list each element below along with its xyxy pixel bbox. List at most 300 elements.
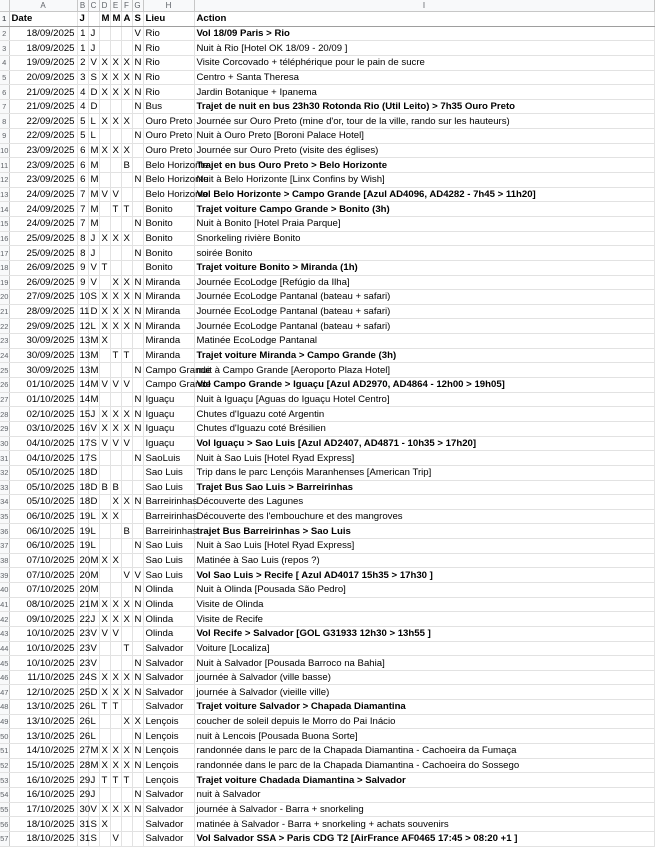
cell-place[interactable]: Salvador — [143, 700, 194, 715]
cell-date[interactable]: 13/10/2025 — [9, 714, 77, 729]
row-number[interactable]: 17 — [0, 246, 9, 261]
cell-evening[interactable] — [132, 348, 143, 363]
cell-day-number[interactable]: 20 — [77, 568, 88, 583]
row-number[interactable]: 32 — [0, 465, 9, 480]
cell-morning[interactable]: X — [99, 670, 110, 685]
cell-place[interactable]: Sao Luis — [143, 480, 194, 495]
cell-date[interactable]: 27/09/2025 — [9, 290, 77, 305]
cell-action[interactable]: Journée EcoLodge Pantanal (bateau + safari) — [194, 319, 654, 334]
row-number[interactable]: 48 — [0, 700, 9, 715]
cell-date[interactable]: 02/10/2025 — [9, 407, 77, 422]
cell-evening[interactable]: N — [132, 173, 143, 188]
cell-afternoon[interactable]: V — [121, 436, 132, 451]
cell-evening[interactable]: N — [132, 290, 143, 305]
row-number[interactable]: 33 — [0, 480, 9, 495]
cell-morning[interactable] — [99, 451, 110, 466]
cell-day-number[interactable]: 19 — [77, 539, 88, 554]
cell-place[interactable]: Barreirinhas — [143, 495, 194, 510]
cell-morning[interactable] — [99, 246, 110, 261]
cell-date[interactable]: 05/10/2025 — [9, 495, 77, 510]
cell-date[interactable]: 25/09/2025 — [9, 246, 77, 261]
column-header[interactable]: E — [110, 0, 121, 12]
cell-weekday[interactable]: V — [88, 275, 99, 290]
cell-day-number[interactable]: 8 — [77, 231, 88, 246]
cell-afternoon[interactable] — [121, 129, 132, 144]
cell-midday[interactable]: V — [110, 831, 121, 846]
cell-place[interactable]: Iguaçu — [143, 392, 194, 407]
cell-weekday[interactable]: J — [88, 407, 99, 422]
row-number[interactable]: 53 — [0, 773, 9, 788]
cell-weekday[interactable]: M — [88, 202, 99, 217]
cell-evening[interactable]: N — [132, 421, 143, 436]
cell-afternoon[interactable]: X — [121, 114, 132, 129]
cell-morning[interactable] — [99, 831, 110, 846]
cell-midday[interactable] — [110, 246, 121, 261]
cell-evening[interactable] — [132, 465, 143, 480]
cell-afternoon[interactable] — [121, 173, 132, 188]
cell-evening[interactable] — [132, 143, 143, 158]
cell-evening[interactable] — [132, 436, 143, 451]
cell-date[interactable]: 23/09/2025 — [9, 158, 77, 173]
cell-place[interactable]: Rio — [143, 85, 194, 100]
row-number[interactable]: 49 — [0, 714, 9, 729]
cell-action[interactable]: Nuit à Rio [Hotel OK 18/09 - 20/09 ] — [194, 41, 654, 56]
cell-evening[interactable] — [132, 641, 143, 656]
cell-action[interactable]: Jardin Botanique + Ipanema — [194, 85, 654, 100]
cell-action[interactable]: Matinée à Sao Luis (repos ?) — [194, 553, 654, 568]
cell-weekday[interactable]: D — [88, 465, 99, 480]
cell-day-number[interactable]: 16 — [77, 421, 88, 436]
cell-afternoon[interactable] — [121, 480, 132, 495]
cell-afternoon[interactable] — [121, 451, 132, 466]
cell-place[interactable]: Olinda — [143, 612, 194, 627]
header-cell-morning[interactable]: M — [99, 12, 110, 27]
cell-date[interactable]: 11/10/2025 — [9, 670, 77, 685]
cell-midday[interactable]: X — [110, 70, 121, 85]
cell-day-number[interactable]: 6 — [77, 143, 88, 158]
cell-morning[interactable]: X — [99, 802, 110, 817]
cell-day-number[interactable]: 11 — [77, 304, 88, 319]
cell-action[interactable]: Nuit à Salvador [Pousada Barroco na Bahia] — [194, 656, 654, 671]
cell-morning[interactable] — [99, 787, 110, 802]
cell-weekday[interactable]: L — [88, 319, 99, 334]
cell-weekday[interactable]: S — [88, 436, 99, 451]
cell-action[interactable]: randonnée dans le parc de la Chapada Diamantina - Cachoeira da Fumaça — [194, 744, 654, 759]
column-header[interactable]: C — [88, 0, 99, 12]
cell-midday[interactable]: X — [110, 304, 121, 319]
cell-action[interactable]: Journée EcoLodge [Refúgio da Ilha] — [194, 275, 654, 290]
cell-morning[interactable]: X — [99, 612, 110, 627]
cell-weekday[interactable]: V — [88, 802, 99, 817]
cell-action[interactable]: Trajet voiture Salvador > Chapada Diamantina — [194, 700, 654, 715]
cell-weekday[interactable]: D — [88, 99, 99, 114]
cell-place[interactable]: Lençois — [143, 758, 194, 773]
cell-place[interactable]: Miranda — [143, 334, 194, 349]
cell-evening[interactable]: N — [132, 787, 143, 802]
row-number[interactable]: 20 — [0, 290, 9, 305]
row-number[interactable]: 36 — [0, 524, 9, 539]
cell-midday[interactable] — [110, 451, 121, 466]
cell-place[interactable]: Rio — [143, 41, 194, 56]
cell-date[interactable]: 04/10/2025 — [9, 436, 77, 451]
cell-midday[interactable]: X — [110, 597, 121, 612]
cell-weekday[interactable]: S — [88, 817, 99, 832]
cell-afternoon[interactable] — [121, 831, 132, 846]
cell-weekday[interactable]: D — [88, 495, 99, 510]
cell-evening[interactable]: N — [132, 597, 143, 612]
cell-afternoon[interactable] — [121, 700, 132, 715]
row-number[interactable]: 34 — [0, 495, 9, 510]
cell-weekday[interactable]: J — [88, 773, 99, 788]
row-number[interactable]: 14 — [0, 202, 9, 217]
cell-midday[interactable] — [110, 729, 121, 744]
row-number[interactable]: 45 — [0, 656, 9, 671]
header-cell-day-number[interactable]: J — [77, 12, 88, 27]
cell-weekday[interactable]: V — [88, 656, 99, 671]
cell-afternoon[interactable]: X — [121, 758, 132, 773]
cell-day-number[interactable]: 25 — [77, 685, 88, 700]
cell-action[interactable]: Trajet Bus Sao Luis > Barreirinhas — [194, 480, 654, 495]
row-number[interactable]: 40 — [0, 582, 9, 597]
cell-midday[interactable]: X — [110, 290, 121, 305]
cell-place[interactable]: Campo Grande — [143, 378, 194, 393]
cell-afternoon[interactable]: X — [121, 319, 132, 334]
cell-action[interactable]: journée à Salvador (ville basse) — [194, 670, 654, 685]
cell-morning[interactable] — [99, 465, 110, 480]
cell-action[interactable]: Découverte des l'embouchure et des mangroves — [194, 509, 654, 524]
cell-date[interactable]: 12/10/2025 — [9, 685, 77, 700]
cell-evening[interactable]: X — [132, 714, 143, 729]
header-cell-afternoon[interactable]: A — [121, 12, 132, 27]
cell-afternoon[interactable] — [121, 465, 132, 480]
cell-morning[interactable]: X — [99, 55, 110, 70]
cell-evening[interactable] — [132, 509, 143, 524]
cell-day-number[interactable]: 14 — [77, 378, 88, 393]
cell-afternoon[interactable]: B — [121, 524, 132, 539]
cell-midday[interactable] — [110, 334, 121, 349]
row-number[interactable]: 50 — [0, 729, 9, 744]
cell-action[interactable]: coucher de soleil depuis le Morro do Pai Inácio — [194, 714, 654, 729]
cell-date[interactable]: 26/09/2025 — [9, 260, 77, 275]
cell-midday[interactable] — [110, 714, 121, 729]
cell-day-number[interactable]: 7 — [77, 187, 88, 202]
cell-midday[interactable] — [110, 539, 121, 554]
cell-afternoon[interactable] — [121, 187, 132, 202]
cell-date[interactable]: 16/10/2025 — [9, 773, 77, 788]
row-number[interactable]: 56 — [0, 817, 9, 832]
row-number[interactable]: 1 — [0, 12, 9, 27]
cell-morning[interactable] — [99, 275, 110, 290]
cell-afternoon[interactable]: X — [121, 55, 132, 70]
header-cell-weekday[interactable] — [88, 12, 99, 27]
cell-afternoon[interactable] — [121, 509, 132, 524]
cell-afternoon[interactable] — [121, 246, 132, 261]
cell-day-number[interactable]: 21 — [77, 597, 88, 612]
cell-evening[interactable] — [132, 626, 143, 641]
row-number[interactable]: 43 — [0, 626, 9, 641]
cell-action[interactable]: Trip dans le parc Lençóis Maranhenses [American Trip] — [194, 465, 654, 480]
cell-morning[interactable]: X — [99, 509, 110, 524]
cell-place[interactable]: Salvador — [143, 685, 194, 700]
cell-afternoon[interactable]: X — [121, 597, 132, 612]
cell-weekday[interactable]: M — [88, 553, 99, 568]
cell-morning[interactable] — [99, 495, 110, 510]
cell-morning[interactable] — [99, 129, 110, 144]
cell-midday[interactable]: X — [110, 758, 121, 773]
cell-day-number[interactable]: 19 — [77, 509, 88, 524]
cell-morning[interactable] — [99, 714, 110, 729]
cell-weekday[interactable]: M — [88, 392, 99, 407]
cell-place[interactable]: Barreirinhas — [143, 509, 194, 524]
cell-afternoon[interactable] — [121, 787, 132, 802]
cell-morning[interactable]: T — [99, 700, 110, 715]
cell-date[interactable]: 22/09/2025 — [9, 129, 77, 144]
cell-evening[interactable]: N — [132, 275, 143, 290]
cell-evening[interactable]: N — [132, 99, 143, 114]
row-number[interactable]: 35 — [0, 509, 9, 524]
cell-day-number[interactable]: 4 — [77, 85, 88, 100]
cell-date[interactable]: 28/09/2025 — [9, 304, 77, 319]
cell-midday[interactable]: X — [110, 114, 121, 129]
cell-date[interactable]: 24/09/2025 — [9, 202, 77, 217]
cell-morning[interactable]: X — [99, 304, 110, 319]
cell-weekday[interactable]: J — [88, 26, 99, 41]
cell-place[interactable]: Belo Horizonte — [143, 158, 194, 173]
cell-place[interactable]: Ouro Preto — [143, 129, 194, 144]
row-number[interactable]: 30 — [0, 436, 9, 451]
cell-evening[interactable]: N — [132, 246, 143, 261]
cell-morning[interactable] — [99, 26, 110, 41]
cell-evening[interactable]: V — [132, 568, 143, 583]
cell-afternoon[interactable] — [121, 26, 132, 41]
cell-midday[interactable] — [110, 392, 121, 407]
cell-weekday[interactable]: M — [88, 363, 99, 378]
row-number[interactable]: 23 — [0, 334, 9, 349]
cell-midday[interactable]: T — [110, 773, 121, 788]
cell-weekday[interactable]: S — [88, 831, 99, 846]
cell-morning[interactable]: V — [99, 626, 110, 641]
cell-morning[interactable]: T — [99, 260, 110, 275]
cell-midday[interactable]: X — [110, 744, 121, 759]
cell-morning[interactable] — [99, 173, 110, 188]
cell-place[interactable]: Salvador — [143, 817, 194, 832]
cell-afternoon[interactable] — [121, 553, 132, 568]
cell-midday[interactable]: B — [110, 480, 121, 495]
cell-place[interactable]: Miranda — [143, 275, 194, 290]
cell-midday[interactable]: V — [110, 378, 121, 393]
cell-date[interactable]: 07/10/2025 — [9, 568, 77, 583]
row-number[interactable]: 54 — [0, 787, 9, 802]
cell-date[interactable]: 24/09/2025 — [9, 216, 77, 231]
row-number[interactable]: 6 — [0, 85, 9, 100]
cell-day-number[interactable]: 1 — [77, 26, 88, 41]
cell-place[interactable]: Lençois — [143, 744, 194, 759]
cell-morning[interactable] — [99, 656, 110, 671]
cell-action[interactable]: Trajet de nuit en bus 23h30 Rotonda Rio (Util Leito) > 7h35 Ouro Preto — [194, 99, 654, 114]
cell-weekday[interactable]: J — [88, 612, 99, 627]
cell-weekday[interactable]: M — [88, 744, 99, 759]
cell-morning[interactable]: X — [99, 597, 110, 612]
row-number[interactable]: 39 — [0, 568, 9, 583]
row-number[interactable]: 3 — [0, 41, 9, 56]
cell-evening[interactable] — [132, 231, 143, 246]
cell-action[interactable]: Nuit à Belo Horizonte [Linx Confins by Wish] — [194, 173, 654, 188]
row-number[interactable]: 9 — [0, 129, 9, 144]
cell-day-number[interactable]: 15 — [77, 407, 88, 422]
cell-afternoon[interactable]: X — [121, 670, 132, 685]
cell-afternoon[interactable] — [121, 216, 132, 231]
cell-action[interactable]: Vol Recife > Salvador [GOL G31933 12h30 > 13h55 ] — [194, 626, 654, 641]
cell-day-number[interactable]: 18 — [77, 465, 88, 480]
cell-action[interactable]: Vol Belo Horizonte > Campo Grande [Azul AD4096, AD4282 - 7h45 > 11h20] — [194, 187, 654, 202]
cell-midday[interactable]: X — [110, 319, 121, 334]
cell-action[interactable]: Trajet voiture Campo Grande > Bonito (3h) — [194, 202, 654, 217]
cell-weekday[interactable]: V — [88, 260, 99, 275]
column-header[interactable]: G — [132, 0, 143, 12]
cell-afternoon[interactable]: X — [121, 231, 132, 246]
cell-weekday[interactable]: S — [88, 670, 99, 685]
cell-evening[interactable] — [132, 114, 143, 129]
cell-date[interactable]: 24/09/2025 — [9, 187, 77, 202]
cell-morning[interactable] — [99, 641, 110, 656]
cell-evening[interactable]: N — [132, 392, 143, 407]
cell-afternoon[interactable]: X — [121, 495, 132, 510]
cell-morning[interactable] — [99, 348, 110, 363]
cell-evening[interactable] — [132, 553, 143, 568]
cell-day-number[interactable]: 3 — [77, 70, 88, 85]
cell-weekday[interactable]: D — [88, 304, 99, 319]
cell-action[interactable]: Trajet voiture Miranda > Campo Grande (3h) — [194, 348, 654, 363]
column-header[interactable]: B — [77, 0, 88, 12]
cell-midday[interactable]: X — [110, 143, 121, 158]
column-header[interactable]: D — [99, 0, 110, 12]
cell-date[interactable]: 18/10/2025 — [9, 831, 77, 846]
cell-weekday[interactable]: M — [88, 348, 99, 363]
cell-evening[interactable]: N — [132, 304, 143, 319]
cell-place[interactable]: Bonito — [143, 231, 194, 246]
cell-day-number[interactable]: 23 — [77, 656, 88, 671]
cell-date[interactable]: 09/10/2025 — [9, 612, 77, 627]
cell-date[interactable]: 10/10/2025 — [9, 641, 77, 656]
cell-morning[interactable]: X — [99, 319, 110, 334]
cell-place[interactable]: Olinda — [143, 626, 194, 641]
cell-evening[interactable]: N — [132, 744, 143, 759]
cell-day-number[interactable]: 6 — [77, 173, 88, 188]
cell-morning[interactable]: X — [99, 407, 110, 422]
cell-morning[interactable]: X — [99, 421, 110, 436]
cell-afternoon[interactable] — [121, 626, 132, 641]
cell-action[interactable]: Voiture [Localiza] — [194, 641, 654, 656]
row-number[interactable]: 16 — [0, 231, 9, 246]
cell-morning[interactable] — [99, 539, 110, 554]
row-number[interactable]: 41 — [0, 597, 9, 612]
cell-afternoon[interactable]: V — [121, 568, 132, 583]
cell-place[interactable]: Olinda — [143, 582, 194, 597]
cell-weekday[interactable]: S — [88, 70, 99, 85]
cell-afternoon[interactable]: X — [121, 714, 132, 729]
cell-action[interactable]: Visite Corcovado + téléphérique pour le pain de sucre — [194, 55, 654, 70]
cell-evening[interactable]: N — [132, 729, 143, 744]
cell-evening[interactable]: N — [132, 70, 143, 85]
row-number[interactable]: 22 — [0, 319, 9, 334]
row-number[interactable]: 29 — [0, 421, 9, 436]
cell-day-number[interactable]: 13 — [77, 348, 88, 363]
cell-midday[interactable]: X — [110, 612, 121, 627]
cell-action[interactable]: trajet Bus Barreirinhas > Sao Luis — [194, 524, 654, 539]
cell-evening[interactable]: N — [132, 495, 143, 510]
cell-day-number[interactable]: 2 — [77, 55, 88, 70]
cell-date[interactable]: 30/09/2025 — [9, 348, 77, 363]
cell-weekday[interactable]: D — [88, 685, 99, 700]
cell-evening[interactable]: N — [132, 582, 143, 597]
cell-place[interactable]: Lençois — [143, 714, 194, 729]
cell-evening[interactable]: V — [132, 26, 143, 41]
cell-afternoon[interactable] — [121, 539, 132, 554]
cell-action[interactable]: Vol Sao Luis > Recife [ Azul AD4017 15h35 > 17h30 ] — [194, 568, 654, 583]
cell-weekday[interactable]: L — [88, 714, 99, 729]
cell-morning[interactable]: V — [99, 436, 110, 451]
cell-place[interactable]: Ouro Preto — [143, 114, 194, 129]
cell-date[interactable]: 16/10/2025 — [9, 787, 77, 802]
cell-morning[interactable]: T — [99, 773, 110, 788]
cell-evening[interactable]: N — [132, 363, 143, 378]
cell-date[interactable]: 25/09/2025 — [9, 231, 77, 246]
column-header[interactable]: A — [9, 0, 77, 12]
cell-place[interactable]: Iguaçu — [143, 436, 194, 451]
cell-place[interactable]: Bonito — [143, 246, 194, 261]
cell-date[interactable]: 13/10/2025 — [9, 700, 77, 715]
cell-afternoon[interactable] — [121, 582, 132, 597]
cell-midday[interactable]: X — [110, 275, 121, 290]
cell-morning[interactable]: X — [99, 114, 110, 129]
cell-place[interactable]: Miranda — [143, 319, 194, 334]
cell-afternoon[interactable]: B — [121, 158, 132, 173]
row-number[interactable]: 24 — [0, 348, 9, 363]
row-number[interactable]: 10 — [0, 143, 9, 158]
row-number[interactable]: 28 — [0, 407, 9, 422]
cell-afternoon[interactable]: X — [121, 304, 132, 319]
cell-weekday[interactable]: L — [88, 729, 99, 744]
cell-date[interactable]: 22/09/2025 — [9, 114, 77, 129]
cell-weekday[interactable]: S — [88, 451, 99, 466]
cell-place[interactable]: Belo Horizonte — [143, 187, 194, 202]
cell-evening[interactable] — [132, 817, 143, 832]
column-header[interactable]: I — [194, 0, 654, 12]
cell-weekday[interactable]: L — [88, 700, 99, 715]
cell-afternoon[interactable]: X — [121, 612, 132, 627]
cell-afternoon[interactable] — [121, 817, 132, 832]
cell-date[interactable]: 06/10/2025 — [9, 539, 77, 554]
cell-midday[interactable]: X — [110, 553, 121, 568]
header-cell-action[interactable]: Action — [194, 12, 654, 27]
cell-action[interactable]: Journée sur Ouro Preto (mine d'or, tour de la ville, rando sur les hauteurs) — [194, 114, 654, 129]
cell-place[interactable]: Rio — [143, 70, 194, 85]
cell-date[interactable]: 23/09/2025 — [9, 143, 77, 158]
cell-action[interactable]: matinée à Salvador - Barra + snorkeling + achats souvenirs — [194, 817, 654, 832]
cell-morning[interactable]: X — [99, 334, 110, 349]
cell-evening[interactable] — [132, 158, 143, 173]
cell-day-number[interactable]: 9 — [77, 275, 88, 290]
cell-afternoon[interactable]: X — [121, 685, 132, 700]
cell-afternoon[interactable]: T — [121, 773, 132, 788]
cell-day-number[interactable]: 7 — [77, 216, 88, 231]
cell-weekday[interactable]: J — [88, 231, 99, 246]
cell-place[interactable]: Ouro Preto — [143, 143, 194, 158]
cell-morning[interactable] — [99, 582, 110, 597]
cell-evening[interactable]: N — [132, 685, 143, 700]
cell-day-number[interactable]: 20 — [77, 582, 88, 597]
row-number[interactable]: 55 — [0, 802, 9, 817]
